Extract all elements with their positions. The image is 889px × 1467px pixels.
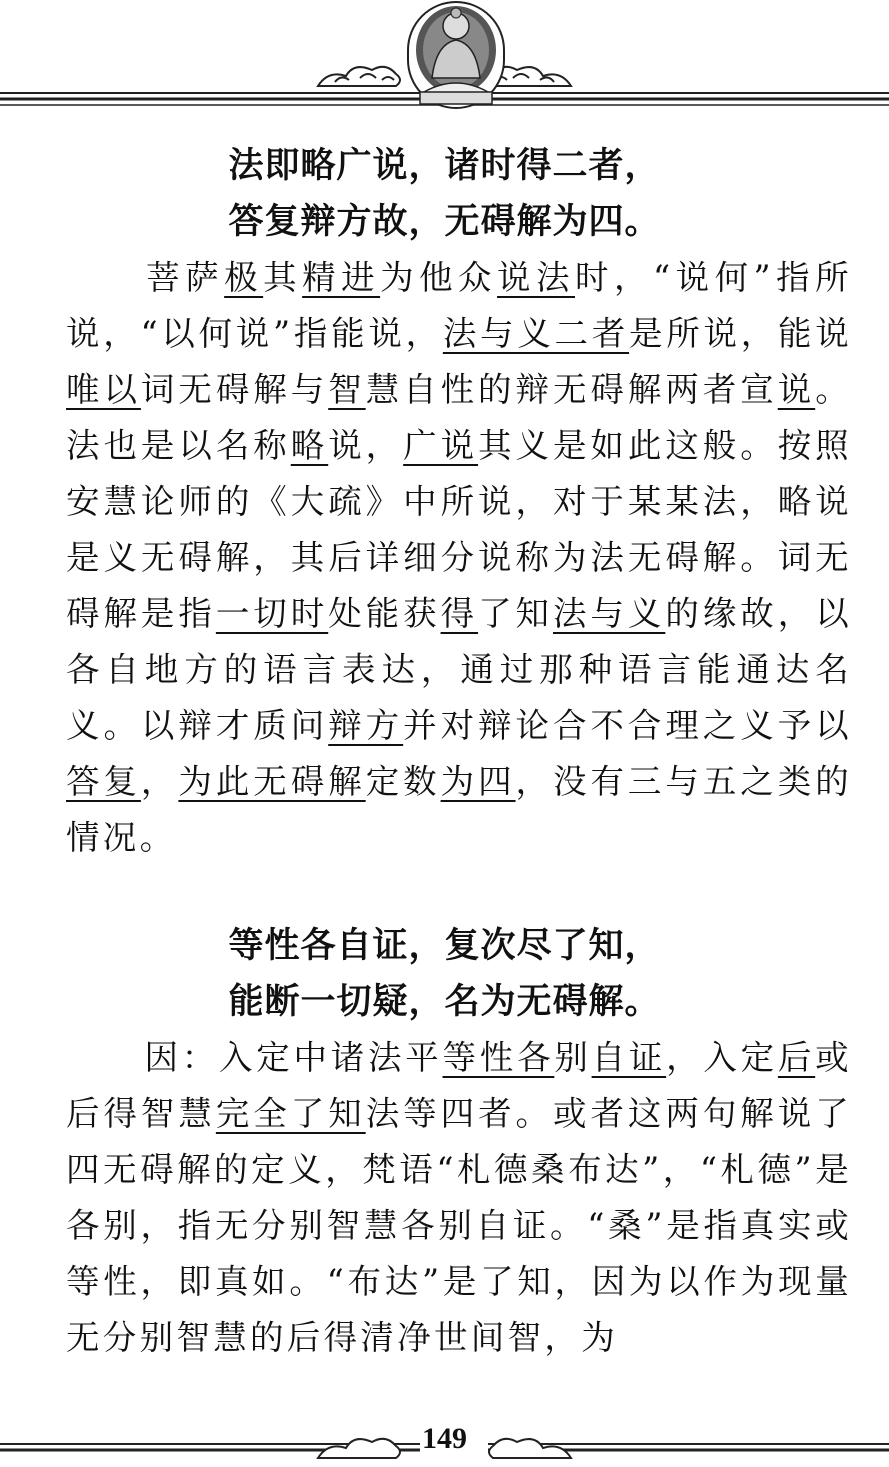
paragraph-1-text xyxy=(66,258,852,857)
para1-text-run: 慧自性的辩无碍解两者宣 xyxy=(365,370,778,409)
para1-text-run: 说， xyxy=(328,426,404,465)
para1-text-run: 菩萨 xyxy=(144,258,225,297)
para1-underlined-term: 为此无碍解 xyxy=(178,762,366,801)
para1-text-run: 处能获 xyxy=(328,594,441,633)
verse-1-line-1: 法即略广说，诸时得二者， xyxy=(228,146,661,186)
buddha-medallion xyxy=(408,2,504,108)
para1-underlined-term: 法与义二者 xyxy=(442,314,630,353)
para1-text-run: 并对辩论合不合理之义予以 xyxy=(403,706,852,745)
para2-text-run: ，入定 xyxy=(666,1038,778,1077)
para1-underlined-term: 法与义 xyxy=(552,594,666,633)
para1-underlined-term: 为四 xyxy=(440,762,516,801)
para2-underlined-term: 等性各 xyxy=(442,1038,555,1077)
header-buddha-ornament xyxy=(0,0,889,112)
para1-text-run: 。法也是以名称 xyxy=(66,370,852,465)
paragraph-2-text xyxy=(66,1038,852,1357)
para1-underlined-term: 答复 xyxy=(66,762,141,801)
para1-underlined-term: 略 xyxy=(290,426,329,465)
para1-text-run: 是所说，能说 xyxy=(629,314,853,353)
para1-text-run: 其 xyxy=(263,258,303,297)
para1-text-run: 其义是如此这般。按照安慧论师的《大疏》中所说，对于某某法，略说是义无碍解，其后详细分说称为法无碍解。词无碍解是指 xyxy=(66,426,852,633)
para2-text-run: 法等四者。或者这两句解说了四无碍解的定义，梵语“札德桑布达”，“札德”是各别，指无分别智慧各别自证。“桑”是指真实或等性，即真如。“布达”是了知，因为以作为现量无分别智慧的后得清净世间智，为 xyxy=(66,1094,852,1357)
cloud-scroll-left xyxy=(318,67,400,86)
para1-underlined-term: 辩方 xyxy=(328,706,404,745)
para1-underlined-term: 智 xyxy=(328,370,366,409)
para1-underlined-term: 一切时 xyxy=(215,594,329,633)
para1-text-run: 的缘故，以各自地方的语言表达，通过那种语言能通达名义。以辩才质问 xyxy=(66,594,852,745)
para1-underlined-term: 说法 xyxy=(497,258,576,297)
para2-text-run: 因：入定中诸法平 xyxy=(144,1038,443,1077)
para1-text-run: ，没有三与五之类的情况。 xyxy=(66,762,852,857)
para1-underlined-term: 广说 xyxy=(403,426,479,465)
verse-1-line-2: 答复辩方故，无碍解为四。 xyxy=(228,202,661,242)
para1-text-run: 为他众 xyxy=(380,258,498,297)
para1-text-run: 了知 xyxy=(478,594,553,633)
para2-underlined-term: 完全了知 xyxy=(215,1094,366,1133)
verse-2-line-2: 能断一切疑，名为无碍解。 xyxy=(228,982,661,1022)
commentary-paragraph-1 xyxy=(66,250,852,866)
para1-text-run: 词无碍解与 xyxy=(140,370,329,409)
commentary-paragraph-2 xyxy=(66,1030,852,1366)
para1-text-run: 时，“说何”指所说，“以何说”指能说， xyxy=(66,258,852,353)
para2-text-run: 别 xyxy=(554,1038,592,1077)
para2-text-run: 或后得智慧 xyxy=(66,1038,852,1133)
para2-underlined-term: 后 xyxy=(777,1038,816,1077)
page-number: 149 xyxy=(422,1422,467,1455)
para1-underlined-term: 极 xyxy=(224,258,264,297)
para1-underlined-term: 唯以 xyxy=(66,370,141,409)
verse-2-line-1: 等性各自证，复次尽了知， xyxy=(228,926,661,966)
para1-underlined-term: 说 xyxy=(777,370,816,409)
para1-text-run: 定数 xyxy=(365,762,441,801)
para1-underlined-term: 得 xyxy=(440,594,479,633)
para1-text-run: ， xyxy=(140,762,179,801)
para1-underlined-term: 精进 xyxy=(302,258,381,297)
para2-underlined-term: 自证 xyxy=(591,1038,667,1077)
